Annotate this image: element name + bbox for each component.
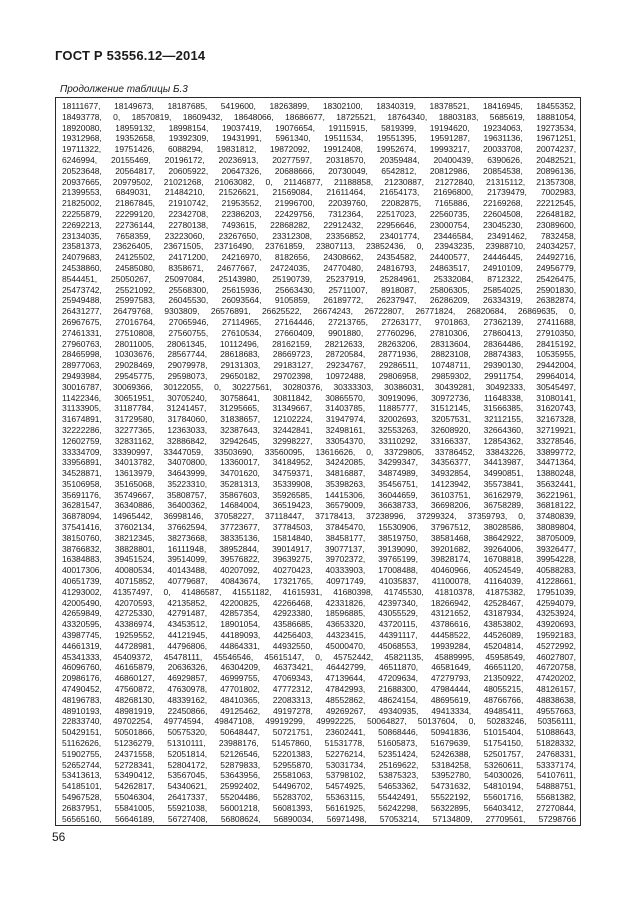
table-row: 40651739, 40715852, 40779687, 40843674, 17321765, 40971749, 41035837, 41100078, 41164039, 41228661, [62,576,576,587]
table-row: 26837951, 55841005, 55921038, 56001218, 56081393, 56161925, 56242298, 56322895, 56403412, 27270844, [62,802,576,813]
table-row: 19312968, 19352658, 19392309, 19431991, 5961340, 19511534, 19551395, 19591287, 19631136, 19671251, [62,133,576,144]
table-rows [62,101,576,824]
table-row: 33334709, 33390997, 33447059, 33503690, 33560095, 13616626, 0, 33729805, 33786452, 33843226, 33899772, [62,446,576,457]
table-row: 46096760, 46165879, 20636326, 46304209, 46373421, 46442799, 46511870, 46581649, 46651120, 46720758, [62,662,576,673]
table-row: 26431277, 26479768, 9303809, 26576891, 26625522, 26674243, 26722807, 26771824, 26820684, 26869635, 0, [62,306,576,317]
table-row: 54185101, 54262817, 54340621, 25992402, 54496702, 54574925, 54653362, 54731632, 54810194, 54888751, [62,781,576,792]
table-row: 23581373, 23626405, 23671505, 23716490, 23761859, 23807113, 23852436, 0, 23943235, 23988710, 24034257, [62,241,576,252]
table-row: 34528871, 13613979, 34643999, 34701620, 34759371, 34816887, 34874989, 34932854, 34990851, 13880248, [62,468,576,479]
table-row: 18920080, 18959132, 18998154, 19037419, 19076654, 19115915, 5819399, 19194620, 19234063, 19273534, [62,122,576,133]
table-row: 47490452, 47560872, 47630978, 47701802, 47772312, 47842993, 21688300, 47984444, 48055215, 48126157, [62,684,576,695]
table-row: 11422346, 30651951, 30705240, 30758641, 30811842, 30865570, 30919096, 30972736, 11648338, 31080141, [62,392,576,403]
table-row: 18111677, 18149673, 18187685, 5419600, 18263899, 18302100, 18340319, 18378521, 18416945, 18455352, [62,101,576,111]
table-row: 56565160, 56646189, 56727408, 56808624, 56890034, 56971498, 57053214, 57134809, 27709561, 57298766 [62,813,576,824]
table-row: 32222286, 32277365, 12363033, 32387643, 32442841, 32498161, 32553263, 32608920, 32664360, 32719921, [62,424,576,435]
table-row: 25473742, 25521092, 25568300, 25615936, 25663430, 25711007, 8918087, 25806305, 25854025, 25901830, [62,284,576,295]
table-row: 41293002, 41357497, 0, 41486587, 41551182, 41615931, 41680398, 41745530, 41810378, 41875382, 17951039, [62,586,576,597]
table-row: 18493778, 0, 18570819, 18609432, 18648066, 18686677, 18725521, 18764340, 18803183, 5685619, 18881054, [62,111,576,122]
table-row: 28465998, 10303676, 28567744, 28618683, 28669723, 28720584, 28771936, 28823108, 28874383, 10535955, [62,349,576,360]
table-row: 48196783, 48268130, 48339162, 48410365, 22083313, 48552862, 48624154, 48695619, 48766766, 48838638, [62,694,576,705]
table-row: 21399553, 6849031, 21484210, 21526621, 21569084, 21611464, 21654173, 21696800, 21739479, 7002983, [62,187,576,198]
table-row: 38766832, 38828801, 16111948, 38952844, 39014917, 39077137, 39139090, 39201682, 39264006, 39326477, [62,543,576,554]
table-row: 29493984, 29545775, 29598073, 29650182, 29702398, 10972488, 29806958, 29859302, 29911754, 29964014, [62,370,576,381]
table-row: 54967528, 55046304, 26417337, 55204486, 55283702, 55363115, 55442491, 55522192, 55601716, 55681382, [62,792,576,802]
table-row: 27461331, 27510808, 27560755, 27610534, 27660409, 9901880, 27760296, 27810306, 27860413, 27910350, [62,327,576,338]
table-row: 38150760, 38212345, 38273668, 38335136, 15814840, 38458177, 38519750, 38581468, 38642922, 38705009, [62,532,576,543]
table-row: 21825002, 21867845, 21910742, 21953552, 21996700, 22039760, 22082875, 7165886, 22169268, 22212545, [62,198,576,209]
table-row: 27960763, 28011005, 28061345, 10112496, 28162159, 28212633, 28263206, 28313604, 28364486, 28415192, [62,338,576,349]
table-row: 23134035, 7658359, 23223060, 23267650, 23312308, 23356852, 23401774, 23446584, 23491462, 7832458, [62,230,576,241]
table-row: 24079683, 24125502, 24171200, 24216970, 8182656, 24308662, 24354582, 24400577, 24446445, 24492716, [62,252,576,263]
table-row: 22692213, 22736144, 22780138, 7493615, 22868282, 22912432, 22956646, 23000754, 23045230, 23089600, [62,219,576,230]
page-number: 56 [52,830,66,844]
table-row: 20937665, 20979502, 21021268, 21063082, 0, 21146877, 21188858, 21230887, 21272840, 21315112, 21357308, [62,176,576,187]
table-row: 20523648, 20564817, 20605922, 20647326, 20688666, 20730049, 6542812, 20812986, 20854538, 20896136, [62,165,576,176]
table-row: 20986176, 46860127, 46929857, 46999755, 47069343, 47139644, 47209634, 47279793, 21350922, 47420202, [62,673,576,684]
table-row: 37541416, 37602134, 37662594, 37723677, 37784503, 37845470, 15530906, 37967512, 38028586, 38089804, [62,522,576,533]
table-row: 40017306, 40080534, 40143488, 40207092, 40270423, 40333903, 17008488, 40460966, 40524549, 40588283, [62,565,576,576]
table-row: 8544451, 25050267, 25097084, 25143980, 25190739, 25237919, 25284961, 25332084, 8712322, 25426475, [62,273,576,284]
table-row: 16384883, 39451524, 39514099, 39576822, 39639275, 39702372, 39765199, 39828174, 16708818, 39954228, [62,554,576,565]
table-row: 50429151, 50501866, 50575320, 50648447, 50721751, 23602441, 50868446, 50941836, 51015404, 51088643, [62,727,576,738]
table-row: 35106958, 35165068, 35223310, 35281313, 35339908, 35398263, 35456751, 14123942, 35573841, 35632441, [62,478,576,489]
table-row: 44661319, 44728981, 44796806, 44864331, 44932550, 45000470, 45068553, 19939284, 45204814, 45272992, [62,640,576,651]
table-continuation [55,97,581,826]
table-row: 31674891, 31729580, 31784060, 31838657, 12102224, 31947974, 32002693, 32057531, 32112155, 32167328, [62,414,576,425]
table-row: 51162626, 51236279, 51310111, 23988176, 51457860, 51531778, 51605873, 51679639, 51754150, 51828332, [62,738,576,749]
table-row: 19711322, 19751426, 6088294, 19831812, 19872092, 19912408, 19952674, 19993217, 20033708, 20074237, [62,144,576,155]
table-row: 12602759, 32831162, 32886842, 32942645, 32998227, 33054370, 33110292, 33166337, 12854362, 33278546, [62,435,576,446]
table-row: 53413613, 53490412, 53567045, 53643956, 25581063, 53798102, 53875323, 53952780, 54030026, 54107611, [62,770,576,781]
table-row: 48910193, 48981919, 22450866, 49125462, 49197278, 49269267, 49340935, 49413334, 49485411, 49557663, [62,705,576,716]
table-row: 51902755, 24371558, 52051814, 52126546, 52201383, 52276214, 52351424, 52426388, 52501757, 24768331, [62,748,576,759]
table-row: 28977063, 29028469, 29079978, 29131303, 29183127, 29234767, 29286511, 10748711, 29390130, 29442004, [62,360,576,371]
table-row: 24538860, 24585080, 8358671, 24677667, 24724035, 24770480, 24816793, 24863517, 24910109, 24956779, [62,262,576,273]
table-row: 43320595, 43386974, 43453512, 18901054, 43586685, 43653320, 43720115, 43786616, 43853802, 43920693, [62,619,576,630]
table-row: 33956891, 34013782, 34070800, 13360017, 34184952, 34242085, 34299347, 34356377, 34413987, 34471364, [62,457,576,468]
table-caption: Продолжение таблицы Б.3 [60,84,188,95]
table-row: 52652744, 52728341, 52804172, 52879833, 52955870, 53031734, 25169622, 53184258, 53260611, 53337174, [62,759,576,770]
table-row: 36878094, 14965442, 36998146, 37058227, 37118447, 37178413, 37238996, 37299324, 37359793, 0, 37480839, [62,511,576,522]
table-row: 35691176, 35749667, 35808757, 35867603, 35926585, 14415306, 36044659, 36103751, 36162979, 36221961, [62,489,576,500]
table-row: 25949488, 25997583, 26045530, 26093564, 9105859, 26189772, 26237947, 26286209, 26334319, 26382874, [62,295,576,306]
table-row: 26967675, 27016764, 27065946, 27114965, 27164446, 27213765, 27263177, 9701863, 27362139, 27411688, [62,316,576,327]
table-row: 42659849, 42725330, 42791487, 42857354, 42923380, 18596885, 43055529, 43121652, 43187934, 43253924, [62,608,576,619]
table-row: 36281547, 36340886, 36400362, 14684004, 36519423, 36579009, 36638733, 36698206, 36758289, 36818122, [62,500,576,511]
table-row: 45341333, 45409372, 45478111, 45546546, 45615147, 0, 45752442, 45821135, 45889995, 45958549, 46027807, [62,651,576,662]
table-row: 31133905, 31187784, 31241457, 31295665, 31349667, 31403785, 11885777, 31512145, 31566385, 31620743, [62,403,576,414]
table-row: 30016787, 30069366, 30122055, 0, 30227561, 30280376, 30333303, 30386031, 30439281, 30492333, 30545497, [62,381,576,392]
table-row: 43987745, 19259552, 44121945, 44189093, 44256403, 44323415, 44391117, 44458522, 44526089, 19592183, [62,630,576,641]
table-row: 6246994, 20155469, 20196172, 20236913, 20277597, 20318570, 20359484, 20400439, 6390626, 20482521, [62,154,576,165]
document-header: ГОСТ Р 53556.12—2014 [55,48,206,63]
table-row: 22833740, 49702254, 49774594, 49847108, 49919299, 49992225, 50064827, 50137604, 0, 50283246, 50356111, [62,716,576,727]
table-row: 42005490, 42070593, 42135852, 42200825, 42266468, 42331826, 42397340, 18266942, 42528467, 42594079, [62,597,576,608]
table-row: 22255879, 22299120, 22342708, 22386203, 22429756, 7312364, 22517023, 22560735, 22604508, 22648182, [62,208,576,219]
